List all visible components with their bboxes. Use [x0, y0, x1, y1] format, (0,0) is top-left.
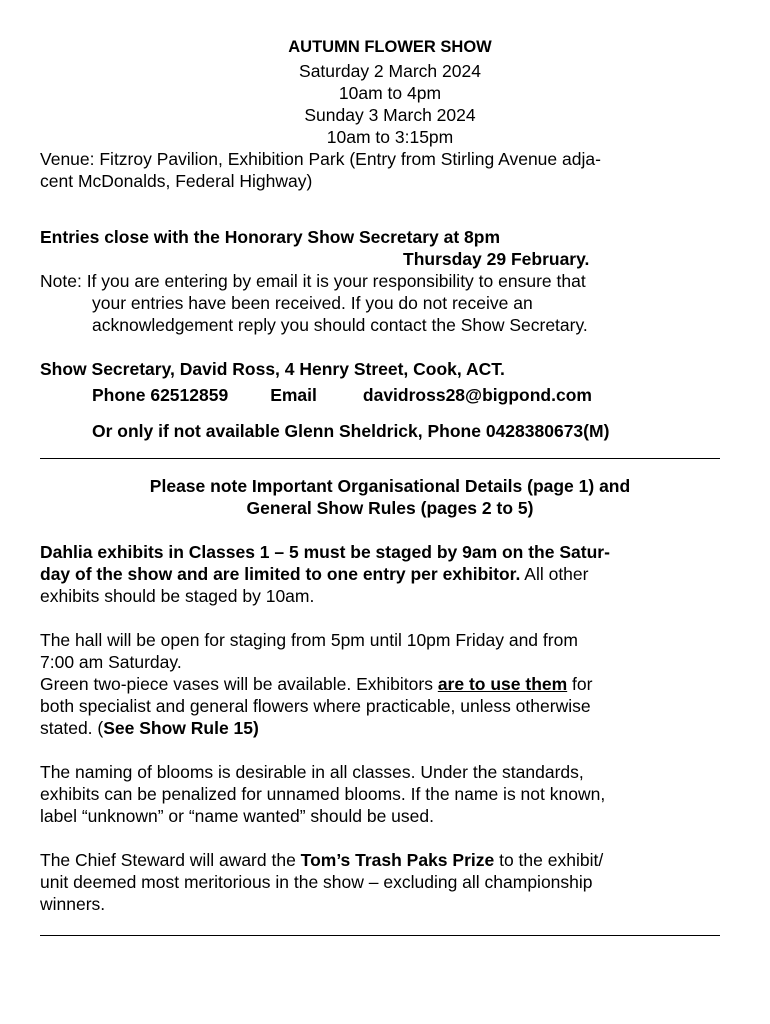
naming-line-1: The naming of blooms is desirable in all classes. Under the standards,	[40, 762, 584, 782]
hall-line-2: 7:00 am Saturday.	[40, 652, 182, 672]
dahlia-line-2-tail: All other	[520, 564, 589, 584]
phone-text: Phone 62512859	[92, 385, 229, 405]
dahlia-line-1: Dahlia exhibits in Classes 1 – 5 must be staged by 9am on the Satur-	[40, 542, 610, 562]
saturday-time: 10am to 4pm	[338, 83, 442, 103]
vases-emphasis: are to use them	[437, 674, 568, 694]
steward-suffix: to the exhibit/	[494, 850, 604, 870]
sunday-date: Sunday 3 March 2024	[304, 105, 476, 125]
steward-line-1	[40, 849, 740, 871]
naming-line-3: label “unknown” or “name wanted” should be used.	[40, 806, 434, 826]
dahlia-line-3: exhibits should be staged by 10am.	[40, 586, 315, 606]
venue-line-2: cent McDonalds, Federal Highway)	[40, 171, 313, 191]
important-note-line-2: General Show Rules (pages 2 to 5)	[246, 498, 534, 518]
email-label: Email	[270, 385, 317, 405]
prize-name: Tom’s Trash Paks Prize	[300, 850, 495, 870]
note-line-2: your entries have been received. If you do not receive an	[92, 293, 533, 313]
dahlia-line-2	[40, 563, 740, 585]
show-title: AUTUMN FLOWER SHOW	[288, 38, 492, 56]
vases-line-3-prefix: stated. (	[40, 718, 104, 738]
sunday-time: 10am to 3:15pm	[326, 127, 454, 147]
important-note-line-1: Please note Important Organisational Details (page 1) and	[149, 476, 631, 496]
steward-line-2: unit deemed most meritorious in the show – excluding all championship	[40, 872, 593, 892]
note-line-1: Note: If you are entering by email it is your responsibility to ensure that	[40, 271, 586, 291]
entries-close-line-1: Entries close with the Honorary Show Secretary at 8pm	[40, 227, 500, 247]
vases-suffix: for	[567, 674, 593, 694]
steward-line-3: winners.	[40, 894, 106, 914]
naming-line-2: exhibits can be penalized for unnamed blooms. If the name is not known,	[40, 784, 606, 804]
secretary-line: Show Secretary, David Ross, 4 Henry Street, Cook, ACT.	[40, 359, 505, 379]
show-rule-reference: See Show Rule 15)	[103, 718, 259, 738]
vases-prefix: Green two-piece vases will be available. Exhibitors	[40, 674, 438, 694]
venue-line-1: Venue: Fitzroy Pavilion, Exhibition Park (Entry from Stirling Avenue adja-	[40, 149, 601, 169]
note-line-3: acknowledgement reply you should contact the Show Secretary.	[92, 315, 588, 335]
saturday-date: Saturday 2 March 2024	[299, 61, 481, 81]
steward-prefix: The Chief Steward will award the	[40, 850, 301, 870]
email-address: davidross28@bigpond.com	[362, 385, 592, 405]
alternate-contact: Or only if not available Glenn Sheldrick, Phone 0428380673(M)	[92, 421, 610, 441]
dahlia-line-2-bold: day of the show and are limited to one entry per exhibitor.	[40, 564, 521, 584]
vases-line-1	[40, 673, 740, 695]
entries-close-date: Thursday 29 February.	[403, 249, 590, 269]
vases-line-2: both specialist and general flowers where practicable, unless otherwise	[40, 696, 591, 716]
divider-bottom	[40, 935, 720, 936]
hall-line-1: The hall will be open for staging from 5pm until 10pm Friday and from	[40, 630, 578, 650]
vases-line-3	[40, 717, 740, 739]
flower-show-notice	[40, 36, 740, 936]
secretary-contact-row	[40, 384, 740, 406]
